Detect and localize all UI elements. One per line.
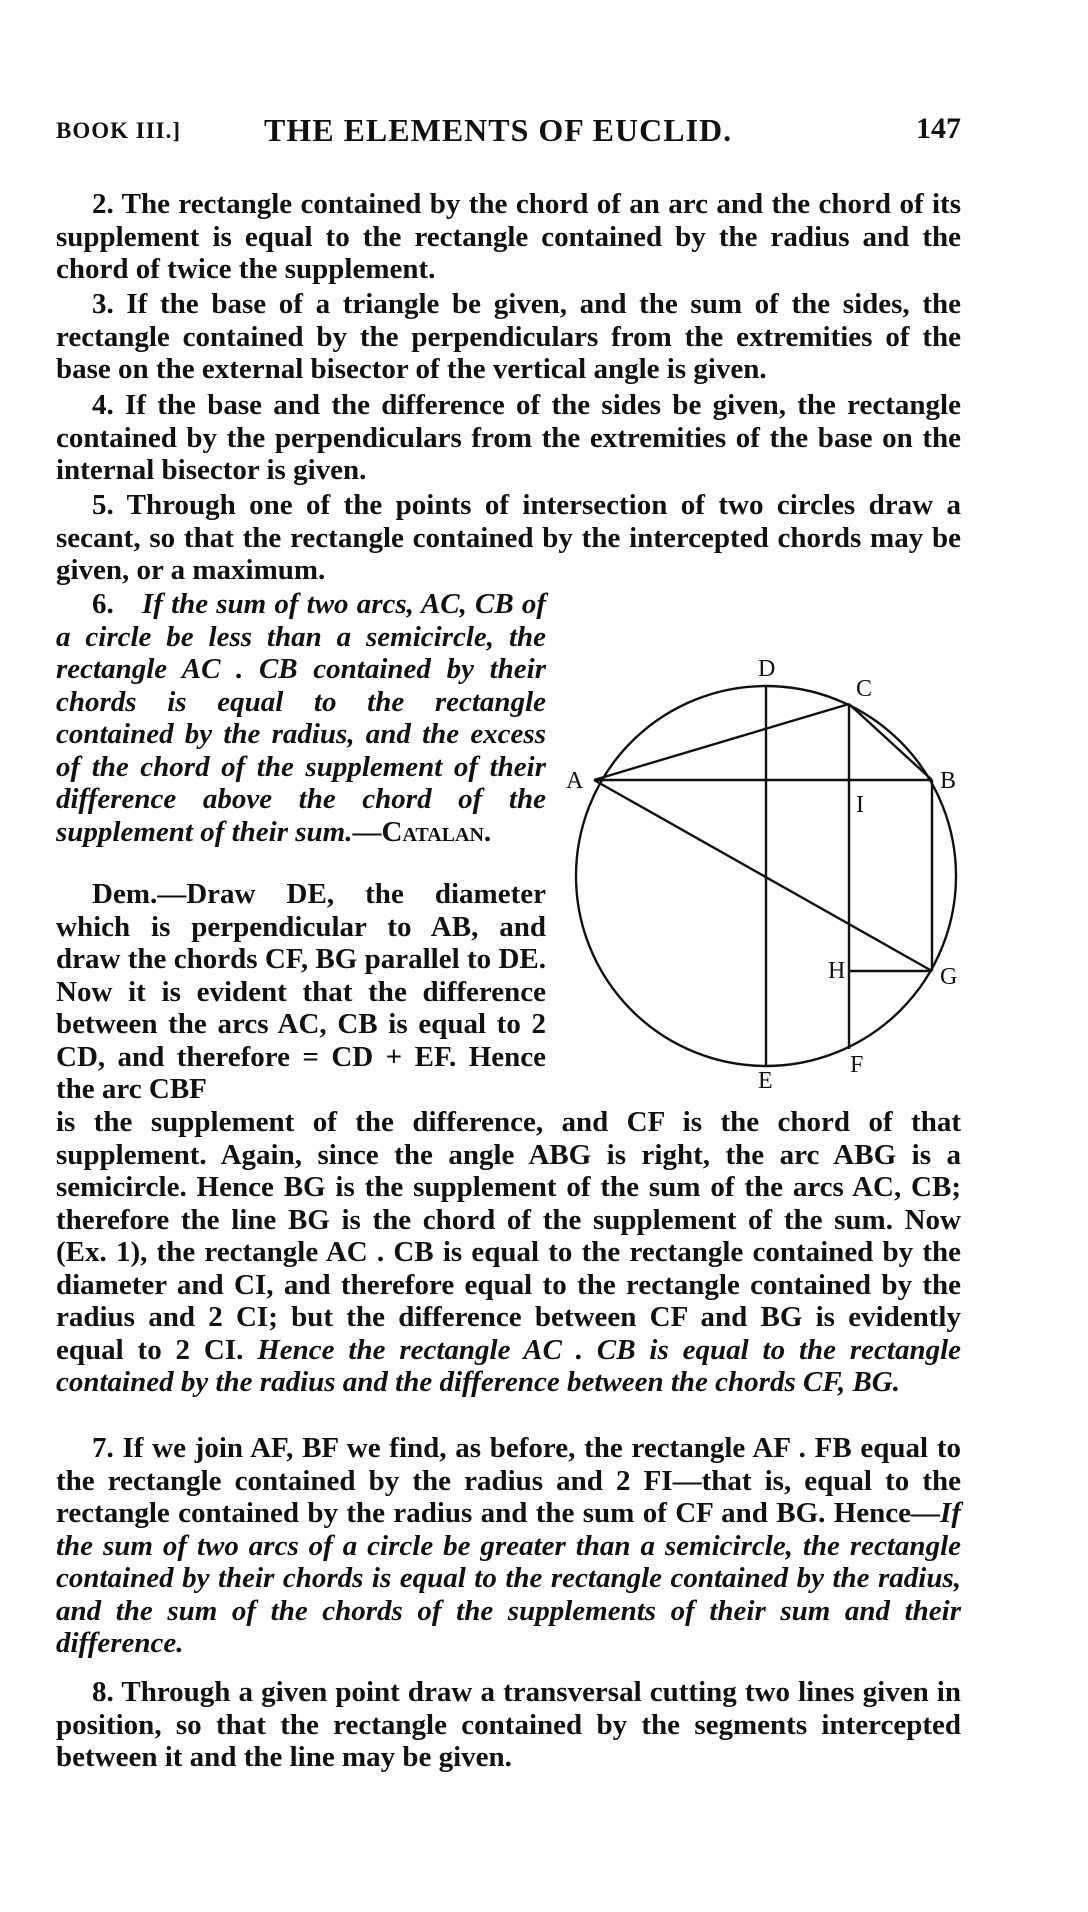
label-c: C	[856, 676, 873, 702]
exercise-5: 5. Through one of the points of intersection of two circles draw a secant, so that the rectangle contained by the intercepted chords may be given, or a maximum.	[56, 489, 961, 586]
exercise-6-theorem	[56, 588, 546, 848]
dem-conclusion: Hence the rectangle AC . CB is equal to the rectangle contained by the radius and the difference between the chords CF, BG.	[56, 1333, 962, 1398]
exercise-7-text: 7. If we join AF, BF we find, as before, the rectangle AF . FB equal to the rectangle contained by the radius and 2 FI—that is, equal to the rectangle contained by the radius and the sum of CF and BG. Hence	[56, 1432, 961, 1529]
dem-label: Dem.	[92, 878, 158, 910]
exercise-4: 4. If the base and the difference of the sides be given, the rectangle contained by the perpendiculars from the extremities of the base on the internal bisector is given.	[56, 389, 961, 486]
label-f: F	[850, 1052, 864, 1078]
page-title: THE ELEMENTS OF EUCLID.	[264, 112, 733, 148]
exercise-6-statement: If the sum of two arcs, AC, CB of a circle be less than a semicircle, the rectangle AC . CB contained by their chords is equal to the rectangle contained by the radius, and the excess of the chord of the supplement of their difference above the chord of the supplement of their sum.	[56, 588, 546, 848]
geometry-diagram	[556, 644, 976, 1089]
label-h: H	[828, 958, 846, 984]
page-number: 147	[916, 112, 961, 145]
circle-figure	[556, 644, 976, 1089]
exercise-3: 3. If the base of a triangle be given, and the sum of the sides, the rectangle contained by the perpendiculars from the extremities of the base on the external bisector of the vertical angle is given.	[56, 288, 961, 385]
exercise-7-theorem: —If the sum of two arcs of a circle be greater than a semicircle, the rectangle contained by their chords is equal to the rectangle contained by the radius, and the sum of the chords of the supplements of their sum and their difference.	[56, 1497, 961, 1659]
label-g: G	[940, 964, 958, 990]
label-e: E	[758, 1068, 773, 1089]
label-i: I	[856, 792, 864, 818]
exercise-8: 8. Through a given point draw a transversal cutting two lines given in position, so that the rectangle contained by the segments intercepted between it and the line may be given.	[56, 1676, 961, 1773]
exercise-2: 2. The rectangle contained by the chord of an arc and the chord of its supplement is equal to the rectangle contained by the radius and the chord of twice the supplement.	[56, 188, 961, 285]
line-ag	[594, 780, 932, 971]
dem-continuation: is the supplement of the difference, and CF is the chord of that supplement. Again, since the angle ABG is right, the arc ABG is a semicircle. Hence BG is the supplement of the sum of the arcs AC, CB; therefore the line BG is the chord of the supplement of the sum. Now (Ex. 1), the rectangle AC . CB is equal to the rectangle contained by the diameter and CI, and therefore equal to the rectangle contained by the radius and 2 CI; but the difference between CF and BG is evidently equal to 2 CI.	[56, 1106, 961, 1366]
book-label: BOOK III.]	[56, 118, 182, 143]
demonstration-continued	[56, 1106, 961, 1399]
exercise-6-attribution: —Catalan.	[352, 815, 492, 848]
exercise-6-number: 6.	[92, 588, 114, 620]
label-a: A	[566, 768, 584, 794]
demonstration	[56, 878, 546, 1106]
label-b: B	[940, 768, 957, 794]
dem-text: —Draw DE, the diameter which is perpendicular to AB, and draw the chords CF, BG parallel to DE. Now it is evident that the difference between the arcs AC, CB is equal to 2 CD, and therefore = CD + EF. Hence the arc CBF	[56, 878, 546, 1105]
running-header	[56, 112, 961, 152]
exercise-7	[56, 1432, 961, 1660]
label-d: D	[758, 656, 776, 682]
chord-cb	[849, 704, 932, 780]
